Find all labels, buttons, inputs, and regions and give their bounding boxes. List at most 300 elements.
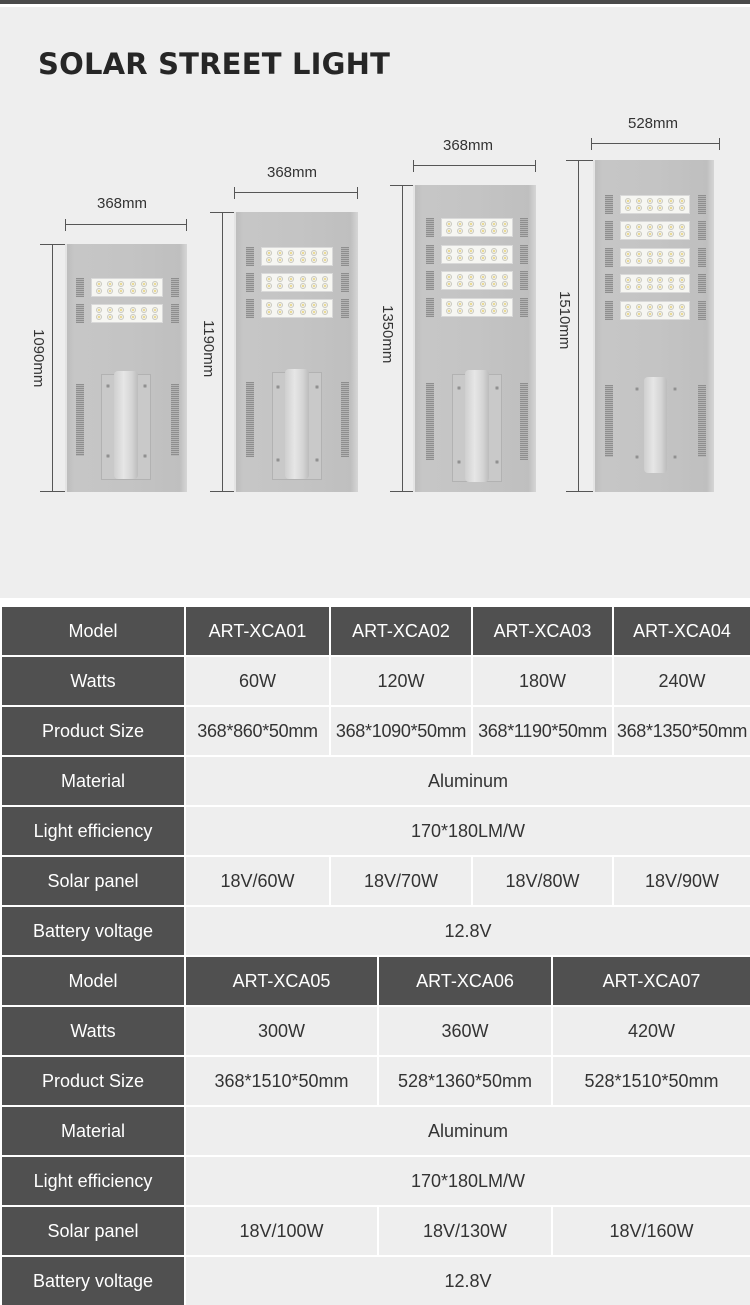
vent bbox=[605, 221, 613, 240]
led-chip-icon bbox=[657, 311, 663, 317]
led-chip-icon bbox=[491, 248, 497, 254]
led-chip-icon bbox=[107, 314, 113, 320]
led-chip-icon bbox=[502, 221, 508, 227]
led-chip-icon bbox=[277, 250, 283, 256]
led-chip-icon bbox=[480, 308, 486, 314]
width-dimension-line bbox=[413, 165, 536, 166]
model-cell: ART-XCA04 bbox=[613, 606, 750, 656]
value-cell: 18V/100W bbox=[185, 1206, 378, 1256]
led-chip-icon bbox=[657, 304, 663, 310]
led-chip-icon bbox=[141, 288, 147, 294]
height-dimension-line bbox=[402, 185, 403, 492]
led-chip-icon bbox=[647, 284, 653, 290]
height-dimension-label: 1510mm bbox=[556, 291, 573, 350]
vent bbox=[426, 298, 434, 317]
vent bbox=[520, 271, 528, 290]
dimension-tick bbox=[535, 160, 536, 172]
led-chip-icon bbox=[480, 301, 486, 307]
value-cell: 368*1190*50mm bbox=[472, 706, 613, 756]
vent bbox=[605, 301, 613, 320]
led-chip-icon bbox=[625, 231, 631, 237]
led-row bbox=[96, 307, 158, 313]
vent bbox=[76, 304, 84, 323]
bolt bbox=[457, 460, 461, 464]
dimension-tick bbox=[234, 187, 235, 199]
led-chip-icon bbox=[457, 301, 463, 307]
vent bbox=[605, 274, 613, 293]
vent bbox=[171, 304, 179, 323]
bolt bbox=[106, 384, 110, 388]
led-chip-icon bbox=[266, 250, 272, 256]
width-dimension-line bbox=[234, 192, 358, 193]
vent bbox=[246, 299, 254, 318]
led-chip-icon bbox=[322, 257, 328, 263]
led-chip-icon bbox=[277, 257, 283, 263]
led-chip-icon bbox=[311, 276, 317, 282]
led-row bbox=[625, 304, 685, 310]
led-chip-icon bbox=[636, 224, 642, 230]
vent bbox=[341, 247, 349, 266]
led-chip-icon bbox=[288, 309, 294, 315]
led-chip-icon bbox=[446, 248, 452, 254]
led-chip-icon bbox=[647, 311, 653, 317]
led-module bbox=[91, 304, 163, 323]
model-cell: ART-XCA05 bbox=[185, 956, 378, 1006]
led-chip-icon bbox=[468, 248, 474, 254]
led-chip-icon bbox=[679, 304, 685, 310]
value-cell: 18V/130W bbox=[378, 1206, 552, 1256]
bolt bbox=[106, 454, 110, 458]
led-chip-icon bbox=[446, 221, 452, 227]
led-row bbox=[96, 314, 158, 320]
led-chip-icon bbox=[311, 302, 317, 308]
led-chip-icon bbox=[300, 309, 306, 315]
lamp-panel bbox=[65, 244, 187, 492]
led-chip-icon bbox=[647, 258, 653, 264]
led-chip-icon bbox=[311, 250, 317, 256]
led-chip-icon bbox=[457, 221, 463, 227]
led-chip-icon bbox=[446, 281, 452, 287]
table-row-model bbox=[1, 956, 750, 1006]
led-chip-icon bbox=[657, 277, 663, 283]
led-chip-icon bbox=[491, 255, 497, 261]
led-chip-icon bbox=[96, 314, 102, 320]
dimension-tick bbox=[591, 138, 592, 150]
led-chip-icon bbox=[647, 198, 653, 204]
led-chip-icon bbox=[502, 255, 508, 261]
led-row bbox=[446, 221, 508, 227]
led-chip-icon bbox=[266, 302, 272, 308]
table-row-model bbox=[1, 606, 750, 656]
led-chip-icon bbox=[118, 314, 124, 320]
led-chip-icon bbox=[468, 301, 474, 307]
vent bbox=[246, 247, 254, 266]
led-chip-icon bbox=[446, 301, 452, 307]
lamp-panel bbox=[234, 212, 358, 492]
mount-pole bbox=[644, 377, 667, 473]
row-label: Product Size bbox=[1, 706, 185, 756]
led-chip-icon bbox=[647, 224, 653, 230]
width-dimension-line bbox=[65, 224, 187, 225]
led-chip-icon bbox=[446, 274, 452, 280]
led-chip-icon bbox=[636, 258, 642, 264]
height-dimension-line bbox=[578, 160, 579, 492]
bolt bbox=[143, 454, 147, 458]
led-chip-icon bbox=[130, 307, 136, 313]
led-chip-icon bbox=[625, 224, 631, 230]
table-row-watts bbox=[1, 656, 750, 706]
led-module bbox=[91, 278, 163, 297]
led-chip-icon bbox=[668, 198, 674, 204]
led-chip-icon bbox=[468, 221, 474, 227]
bolt bbox=[143, 384, 147, 388]
led-chip-icon bbox=[457, 228, 463, 234]
model-cell: ART-XCA07 bbox=[552, 956, 750, 1006]
led-row bbox=[96, 281, 158, 287]
led-row bbox=[446, 301, 508, 307]
led-chip-icon bbox=[647, 304, 653, 310]
led-row bbox=[625, 284, 685, 290]
value-cell: 368*1090*50mm bbox=[330, 706, 472, 756]
led-chip-icon bbox=[502, 228, 508, 234]
vent bbox=[698, 385, 706, 457]
led-row bbox=[96, 288, 158, 294]
vent bbox=[605, 195, 613, 214]
led-chip-icon bbox=[446, 308, 452, 314]
led-module bbox=[261, 299, 333, 318]
led-chip-icon bbox=[107, 288, 113, 294]
led-chip-icon bbox=[107, 307, 113, 313]
led-chip-icon bbox=[657, 224, 663, 230]
led-chip-icon bbox=[141, 314, 147, 320]
led-chip-icon bbox=[480, 255, 486, 261]
led-chip-icon bbox=[266, 309, 272, 315]
led-chip-icon bbox=[130, 314, 136, 320]
bolt bbox=[457, 386, 461, 390]
led-chip-icon bbox=[288, 276, 294, 282]
vent bbox=[426, 383, 434, 460]
led-chip-icon bbox=[468, 308, 474, 314]
product-hero bbox=[0, 7, 750, 598]
led-chip-icon bbox=[141, 281, 147, 287]
led-chip-icon bbox=[457, 281, 463, 287]
led-chip-icon bbox=[468, 274, 474, 280]
bolt bbox=[276, 385, 280, 389]
table-row-material bbox=[1, 756, 750, 806]
led-chip-icon bbox=[322, 283, 328, 289]
led-row bbox=[446, 248, 508, 254]
value-cell: 120W bbox=[330, 656, 472, 706]
vent bbox=[246, 273, 254, 292]
led-module bbox=[620, 301, 690, 320]
led-chip-icon bbox=[322, 250, 328, 256]
led-row bbox=[446, 228, 508, 234]
led-chip-icon bbox=[625, 251, 631, 257]
vent bbox=[171, 384, 179, 456]
height-dimension-line bbox=[222, 212, 223, 492]
led-chip-icon bbox=[657, 284, 663, 290]
led-chip-icon bbox=[322, 276, 328, 282]
led-chip-icon bbox=[457, 248, 463, 254]
led-row bbox=[446, 308, 508, 314]
led-chip-icon bbox=[502, 248, 508, 254]
vent bbox=[605, 385, 613, 457]
dimension-tick bbox=[357, 187, 358, 199]
led-chip-icon bbox=[679, 311, 685, 317]
led-row bbox=[625, 205, 685, 211]
led-chip-icon bbox=[625, 258, 631, 264]
table-row-solar-panel bbox=[1, 856, 750, 906]
led-chip-icon bbox=[311, 257, 317, 263]
dimension-tick bbox=[719, 138, 720, 150]
led-row bbox=[266, 283, 328, 289]
led-chip-icon bbox=[491, 301, 497, 307]
led-chip-icon bbox=[266, 276, 272, 282]
led-chip-icon bbox=[288, 250, 294, 256]
led-chip-icon bbox=[647, 231, 653, 237]
led-chip-icon bbox=[679, 277, 685, 283]
lamp-panel bbox=[413, 185, 536, 492]
value-cell: 368*860*50mm bbox=[185, 706, 330, 756]
led-chip-icon bbox=[468, 281, 474, 287]
row-label: Solar panel bbox=[1, 1206, 185, 1256]
led-chip-icon bbox=[288, 257, 294, 263]
width-dimension-label: 528mm bbox=[628, 115, 679, 132]
led-chip-icon bbox=[679, 205, 685, 211]
height-dimension-line bbox=[52, 244, 53, 492]
height-dimension-label: 1350mm bbox=[379, 305, 396, 364]
value-cell: Aluminum bbox=[185, 1106, 750, 1156]
led-chip-icon bbox=[300, 302, 306, 308]
led-chip-icon bbox=[668, 258, 674, 264]
led-chip-icon bbox=[152, 288, 158, 294]
dimension-tick bbox=[65, 219, 66, 231]
led-chip-icon bbox=[457, 255, 463, 261]
value-cell: 12.8V bbox=[185, 1256, 750, 1305]
led-chip-icon bbox=[668, 224, 674, 230]
led-chip-icon bbox=[657, 205, 663, 211]
width-dimension-label: 368mm bbox=[267, 164, 318, 181]
vent bbox=[520, 298, 528, 317]
led-row bbox=[266, 257, 328, 263]
led-chip-icon bbox=[491, 308, 497, 314]
vent bbox=[605, 248, 613, 267]
led-module bbox=[620, 248, 690, 267]
led-chip-icon bbox=[657, 258, 663, 264]
value-cell: 180W bbox=[472, 656, 613, 706]
led-chip-icon bbox=[107, 281, 113, 287]
height-dimension-label: 1090mm bbox=[30, 329, 47, 388]
led-row bbox=[446, 281, 508, 287]
mount-pole bbox=[114, 371, 138, 479]
led-chip-icon bbox=[679, 258, 685, 264]
led-chip-icon bbox=[625, 277, 631, 283]
bolt bbox=[495, 386, 499, 390]
dimension-tick bbox=[413, 160, 414, 172]
led-chip-icon bbox=[502, 281, 508, 287]
bolt bbox=[276, 458, 280, 462]
vent bbox=[698, 221, 706, 240]
led-module bbox=[441, 245, 513, 264]
led-chip-icon bbox=[480, 274, 486, 280]
led-chip-icon bbox=[636, 205, 642, 211]
vent bbox=[426, 218, 434, 237]
led-chip-icon bbox=[636, 277, 642, 283]
led-chip-icon bbox=[647, 277, 653, 283]
vent bbox=[341, 382, 349, 457]
vent bbox=[698, 248, 706, 267]
led-chip-icon bbox=[277, 283, 283, 289]
vent bbox=[520, 218, 528, 237]
model-cell: ART-XCA03 bbox=[472, 606, 613, 656]
row-label: Material bbox=[1, 756, 185, 806]
led-chip-icon bbox=[300, 283, 306, 289]
led-chip-icon bbox=[668, 251, 674, 257]
led-chip-icon bbox=[636, 304, 642, 310]
table-row-battery-voltage bbox=[1, 1256, 750, 1305]
led-chip-icon bbox=[322, 302, 328, 308]
table-row-product-size bbox=[1, 1056, 750, 1106]
bolt bbox=[315, 385, 319, 389]
value-cell: 18V/90W bbox=[613, 856, 750, 906]
row-label: Product Size bbox=[1, 1056, 185, 1106]
led-chip-icon bbox=[288, 283, 294, 289]
led-chip-icon bbox=[322, 309, 328, 315]
led-row bbox=[266, 276, 328, 282]
led-chip-icon bbox=[668, 205, 674, 211]
vent bbox=[341, 299, 349, 318]
vent bbox=[76, 384, 84, 456]
led-module bbox=[620, 274, 690, 293]
table-row-product-size bbox=[1, 706, 750, 756]
led-module bbox=[441, 271, 513, 290]
row-label: Watts bbox=[1, 1006, 185, 1056]
value-cell: 18V/70W bbox=[330, 856, 472, 906]
led-chip-icon bbox=[311, 309, 317, 315]
model-cell: ART-XCA06 bbox=[378, 956, 552, 1006]
row-label: Model bbox=[1, 956, 185, 1006]
led-chip-icon bbox=[96, 288, 102, 294]
led-chip-icon bbox=[502, 301, 508, 307]
led-chip-icon bbox=[647, 205, 653, 211]
dimension-tick bbox=[566, 160, 596, 161]
led-chip-icon bbox=[277, 302, 283, 308]
led-chip-icon bbox=[152, 307, 158, 313]
table-row-watts bbox=[1, 1006, 750, 1056]
led-chip-icon bbox=[118, 281, 124, 287]
led-module bbox=[261, 247, 333, 266]
led-chip-icon bbox=[647, 251, 653, 257]
led-chip-icon bbox=[152, 314, 158, 320]
led-chip-icon bbox=[277, 276, 283, 282]
vent bbox=[698, 195, 706, 214]
width-dimension-line bbox=[591, 143, 720, 144]
led-row bbox=[266, 250, 328, 256]
bolt bbox=[495, 460, 499, 464]
led-chip-icon bbox=[468, 228, 474, 234]
lamp-panel bbox=[593, 160, 714, 492]
led-chip-icon bbox=[636, 198, 642, 204]
table-row-light-efficiency bbox=[1, 806, 750, 856]
led-chip-icon bbox=[152, 281, 158, 287]
value-cell: 528*1360*50mm bbox=[378, 1056, 552, 1106]
value-cell: 300W bbox=[185, 1006, 378, 1056]
led-chip-icon bbox=[480, 248, 486, 254]
led-chip-icon bbox=[300, 276, 306, 282]
led-chip-icon bbox=[300, 250, 306, 256]
table-row-material bbox=[1, 1106, 750, 1156]
value-cell: Aluminum bbox=[185, 756, 750, 806]
led-chip-icon bbox=[502, 274, 508, 280]
vent bbox=[246, 382, 254, 457]
led-module bbox=[261, 273, 333, 292]
value-cell: 18V/80W bbox=[472, 856, 613, 906]
led-chip-icon bbox=[625, 311, 631, 317]
value-cell: 420W bbox=[552, 1006, 750, 1056]
value-cell: 528*1510*50mm bbox=[552, 1056, 750, 1106]
mount-pole bbox=[285, 369, 309, 479]
led-chip-icon bbox=[266, 257, 272, 263]
led-row bbox=[625, 251, 685, 257]
value-cell: 360W bbox=[378, 1006, 552, 1056]
led-chip-icon bbox=[679, 231, 685, 237]
led-chip-icon bbox=[491, 228, 497, 234]
bolt bbox=[635, 387, 639, 391]
table-row-light-efficiency bbox=[1, 1156, 750, 1206]
bolt bbox=[673, 387, 677, 391]
row-label: Model bbox=[1, 606, 185, 656]
led-module bbox=[441, 298, 513, 317]
led-chip-icon bbox=[468, 255, 474, 261]
led-chip-icon bbox=[491, 274, 497, 280]
value-cell: 240W bbox=[613, 656, 750, 706]
led-chip-icon bbox=[668, 277, 674, 283]
led-chip-icon bbox=[118, 307, 124, 313]
led-chip-icon bbox=[446, 255, 452, 261]
table-row-battery-voltage bbox=[1, 906, 750, 956]
led-chip-icon bbox=[679, 224, 685, 230]
value-cell: 368*1510*50mm bbox=[185, 1056, 378, 1106]
led-chip-icon bbox=[668, 231, 674, 237]
led-chip-icon bbox=[625, 205, 631, 211]
value-cell: 18V/60W bbox=[185, 856, 330, 906]
led-chip-icon bbox=[300, 257, 306, 263]
width-dimension-label: 368mm bbox=[97, 195, 148, 212]
page-title: SOLAR STREET LIGHT bbox=[38, 47, 391, 81]
dimension-tick bbox=[566, 491, 596, 492]
led-chip-icon bbox=[636, 284, 642, 290]
bolt bbox=[673, 455, 677, 459]
led-row bbox=[625, 311, 685, 317]
led-chip-icon bbox=[130, 281, 136, 287]
led-row bbox=[625, 277, 685, 283]
vent bbox=[426, 271, 434, 290]
led-chip-icon bbox=[96, 281, 102, 287]
led-chip-icon bbox=[657, 198, 663, 204]
led-chip-icon bbox=[491, 281, 497, 287]
top-divider-bar bbox=[0, 0, 750, 4]
led-chip-icon bbox=[457, 274, 463, 280]
led-chip-icon bbox=[625, 198, 631, 204]
led-chip-icon bbox=[480, 228, 486, 234]
led-chip-icon bbox=[446, 228, 452, 234]
led-chip-icon bbox=[118, 288, 124, 294]
led-chip-icon bbox=[288, 302, 294, 308]
row-label: Light efficiency bbox=[1, 806, 185, 856]
vent bbox=[520, 383, 528, 460]
row-label: Solar panel bbox=[1, 856, 185, 906]
row-label: Material bbox=[1, 1106, 185, 1156]
